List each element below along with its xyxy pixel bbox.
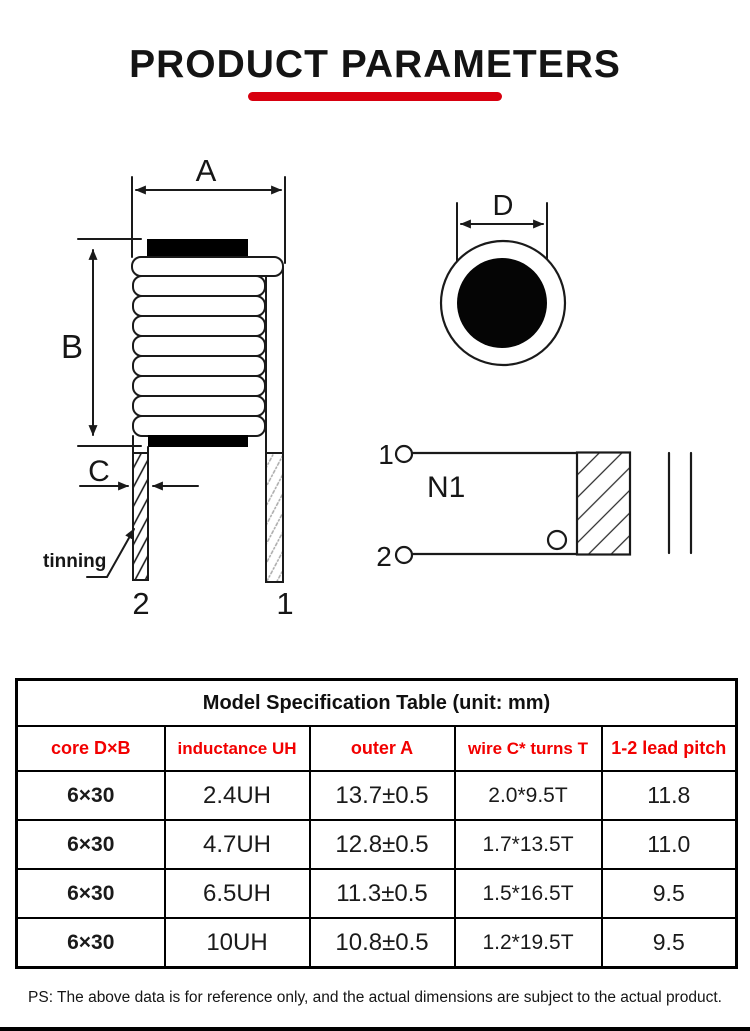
cell-outer-a: 13.7±0.5: [310, 771, 455, 820]
spec-row: [17, 918, 737, 968]
bottom-border-bar: [0, 1027, 750, 1031]
spec-row: [17, 869, 737, 918]
cell-wire-turns: 1.2*19.5T: [455, 918, 602, 968]
dim-b-label: B: [60, 328, 84, 365]
cell-lead-pitch: 11.0: [602, 820, 737, 869]
page-title: PRODUCT PARAMETERS: [129, 43, 621, 86]
col-header-lead-pitch: 1-2 lead pitch: [602, 726, 737, 771]
dim-a-label: A: [195, 153, 217, 188]
cell-core: 6×30: [17, 820, 165, 869]
coil-winding: [132, 257, 283, 436]
technical-diagram: [0, 130, 750, 675]
table-header-row: [17, 726, 737, 771]
schematic-pin-2-label: 2: [376, 541, 392, 572]
dim-c-label: C: [88, 455, 110, 488]
cell-lead-pitch: 9.5: [602, 869, 737, 918]
spec-row: [17, 820, 737, 869]
spec-row: [17, 771, 737, 820]
terminal-1-circle: [396, 446, 412, 462]
cell-inductance: 6.5UH: [165, 869, 310, 918]
cell-inductance: 4.7UH: [165, 820, 310, 869]
col-header-wire-turns: wire C* turns T: [455, 726, 602, 771]
winding-box: [577, 453, 630, 555]
cell-lead-pitch: 11.8: [602, 771, 737, 820]
side-view-diagram: [43, 153, 294, 621]
cell-outer-a: 12.8±0.5: [310, 820, 455, 869]
footer-note: PS: The above data is for reference only, and the actual dimensions are subject to the actual product.: [28, 989, 722, 1006]
cell-inductance: 10UH: [165, 918, 310, 968]
lead-leg-2: [133, 453, 148, 580]
top-view-diagram: [441, 190, 565, 365]
schematic-pin-1-label: 1: [378, 439, 394, 470]
schematic-diagram: [376, 439, 691, 572]
table-title-row: [17, 680, 737, 727]
cell-outer-a: 10.8±0.5: [310, 918, 455, 968]
polarity-dot-circle: [548, 531, 566, 549]
title-underline-bar: [248, 92, 502, 101]
wire-cross-section: [457, 258, 547, 348]
cell-wire-turns: 1.5*16.5T: [455, 869, 602, 918]
cell-lead-pitch: 9.5: [602, 918, 737, 968]
cell-outer-a: 11.3±0.5: [310, 869, 455, 918]
cell-core: 6×30: [17, 771, 165, 820]
cell-inductance: 2.4UH: [165, 771, 310, 820]
col-header-inductance: inductance UH: [165, 726, 310, 771]
cell-wire-turns: 1.7*13.5T: [455, 820, 602, 869]
cell-core: 6×30: [17, 869, 165, 918]
terminal-2-circle: [396, 547, 412, 563]
col-header-outer-a: outer A: [310, 726, 455, 771]
spec-table: [15, 678, 738, 969]
col-header-core: core D×B: [17, 726, 165, 771]
lead-leg-1: [266, 453, 283, 582]
dim-d-label: D: [492, 190, 514, 222]
pin-2-label: 2: [132, 586, 150, 621]
tinning-label: tinning: [43, 551, 107, 572]
cell-wire-turns: 2.0*9.5T: [455, 771, 602, 820]
table-title: Model Specification Table (unit: mm): [17, 680, 737, 727]
cell-core: 6×30: [17, 918, 165, 968]
bottom-electrode-bar: [148, 435, 248, 447]
pin-1-label: 1: [276, 586, 294, 621]
coil-n1-label: N1: [427, 471, 466, 504]
top-electrode-bar: [147, 239, 248, 257]
